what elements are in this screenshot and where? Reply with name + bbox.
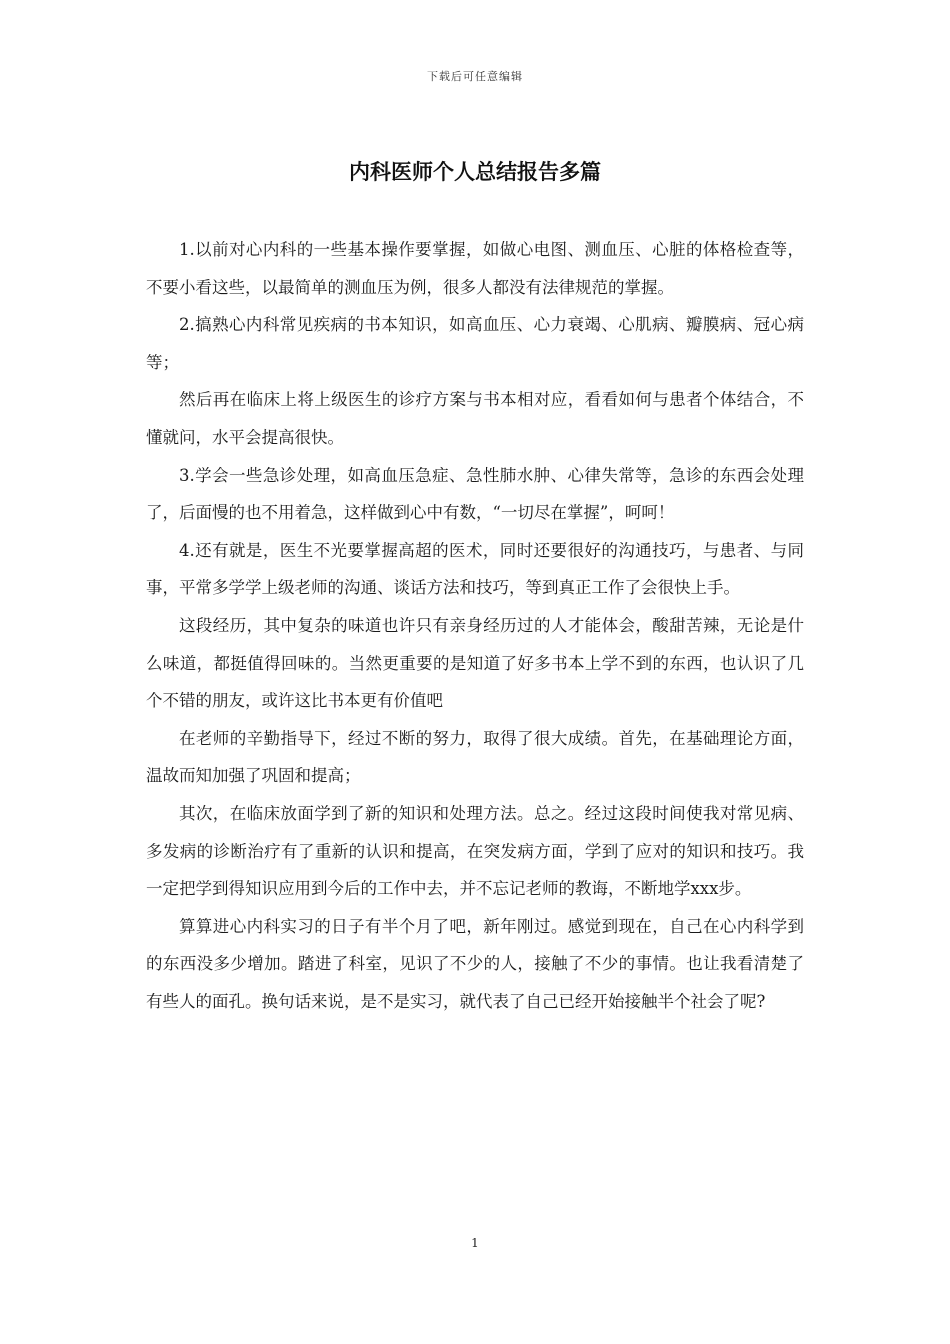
paragraph-2: 2.搞熟心内科常见疾病的书本知识，如高血压、心力衰竭、心肌病、瓣膜病、冠心病等； — [146, 315, 804, 372]
paragraph-7: 在老师的辛勤指导下，经过不断的努力，取得了很大成绩。首先，在基础理论方面，温故而知加强了巩固和提高； — [146, 728, 804, 786]
paragraph-5: 4.还有就是，医生不光要掌握高超的医术，同时还要很好的沟通技巧，与患者、与同事，平常多学学上级老师的沟通、谈话方法和技巧，等到真正工作了会很快上手。 — [146, 540, 804, 598]
page-number: 1 — [471, 1236, 479, 1250]
paragraph-9: 算算进心内科实习的日子有半个月了吧，新年刚过。感觉到现在，自己在心内科学到的东西没多少增加。踏进了科室，见识了不少的人，接触了不少的事情。也让我看清楚了有些人的面孔。换句话来说，是不是实习，就代表了自己已经开始接触半个社会了呢? — [146, 916, 804, 1011]
document-title: 内科医师个人总结报告多篇 — [349, 159, 601, 184]
paragraph-4: 3.学会一些急诊处理，如高血压急症、急性肺水肿、心律失常等，急诊的东西会处理了，后面慢的也不用着急，这样做到心中有数，“一切尽在掌握”，呵呵！ — [146, 465, 804, 523]
paragraph-8: 其次，在临床放面学到了新的知识和处理方法。总之。经过这段时间使我对常见病、多发病的诊断治疗有了重新的认识和提高，在突发病方面，学到了应对的知识和技巧。我一定把学到得知识应用到今后的工作中去，并不忘记老师的教诲，不断地学xxx步。 — [146, 803, 804, 899]
paragraph-3: 然后再在临床上将上级医生的诊疗方案与书本相对应，看看如何与患者个体结合，不懂就问，水平会提高很快。 — [146, 390, 804, 447]
paragraph-1: 1.以前对心内科的一些基本操作要掌握，如做心电图、测血压、心脏的体格检查等，不要小看这些，以最简单的测血压为例，很多人都没有法律规范的掌握。 — [146, 240, 804, 297]
document-body — [146, 231, 804, 1020]
paragraph-6: 这段经历，其中复杂的味道也许只有亲身经历过的人才能体会，酸甜苦辣，无论是什么味道，都挺值得回味的。当然更重要的是知道了好多书本上学不到的东西，也认识了几个不错的朋友，或许这比书本更有价值吧 — [146, 615, 804, 711]
header-note: 下载后可任意编辑 — [427, 70, 523, 83]
